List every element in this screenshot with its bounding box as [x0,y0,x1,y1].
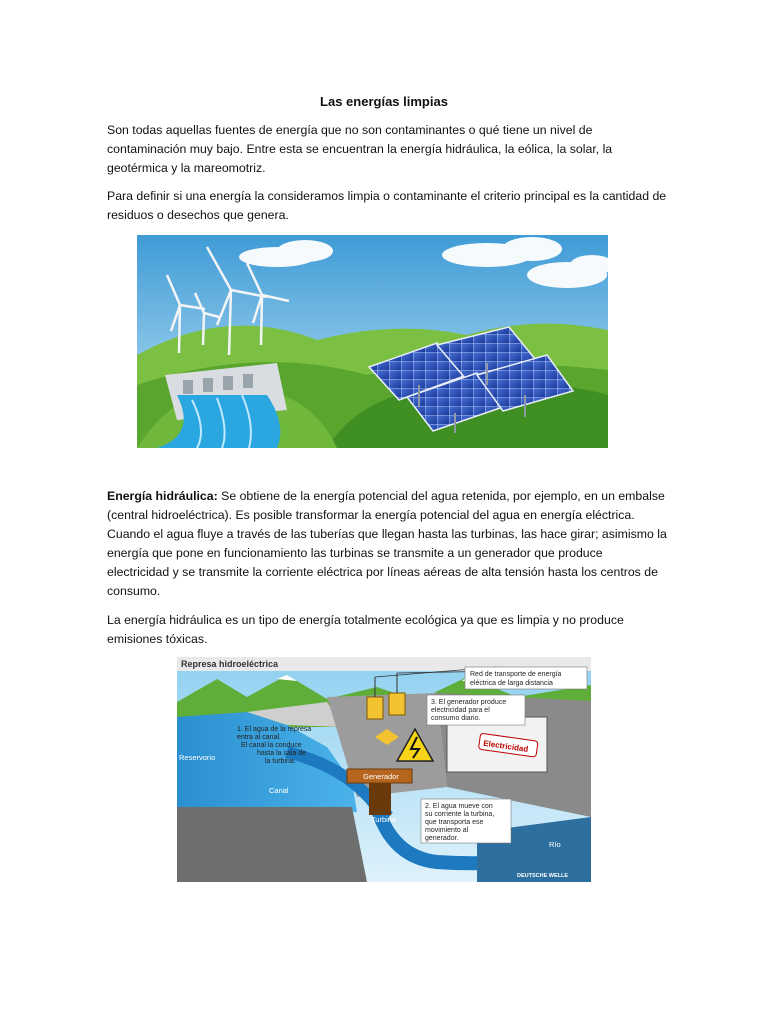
label-network-line1: Red de transporte de energía [470,671,562,678]
label-water-line4: hasta la sala de [257,750,307,757]
hydraulic-label: Energía hidráulica: [107,489,218,503]
label-generator: Generador [363,772,399,781]
paragraph-criterion: Para definir si una energía la consideramos limpia o contaminante el criterio principal es la cantidad de residuos o desechos que genera. [107,189,667,222]
label-water-line3: El canal la conduce [241,742,302,749]
credit-label: DEUTSCHE WELLE [517,873,569,879]
label-generator-line3: consumo diario. [431,715,481,722]
label-water-line1: 1. El agua de la represa [237,726,312,733]
label-water-line2: entra al canal. [237,734,281,741]
label-turbine: Turbina [371,815,397,824]
label-water-line5: la turbina. [265,758,296,765]
paragraph-ecological: La energía hidráulica es un tipo de energía totalmente ecológica ya que es limpia y no produce emisiones tóxicas. [107,613,624,646]
label-moves-line5: generador. [425,835,459,842]
label-canal: Canal [269,786,289,795]
document-title: Las energías limpias [320,94,448,109]
clean-energy-illustration [137,235,608,448]
label-river: Río [549,840,561,849]
electricity-sign: Electricidad [482,738,529,754]
label-moves-line2: su corriente la turbina, [425,811,495,818]
paragraph-intro: Son todas aquellas fuentes de energía que no son contaminantes o qué tiene un nivel de contaminación muy bajo. Entre esta se encuentran la energía hidráulica, la eólica, la solar, la geotérmica y la mareomotriz. [107,123,613,175]
paragraph-hydraulic [107,487,667,601]
label-moves-line4: movimiento al [425,827,469,834]
label-moves-line3: que transporta ese [425,819,484,826]
hydroelectric-dam-diagram [177,657,591,882]
label-generator-line2: electricidad para el [431,707,490,714]
diagram-title: Represa hidroeléctrica [181,659,279,669]
hydraulic-body: Se obtiene de la energía potencial del agua retenida, por ejemplo, en un embalse (central hidroeléctrica). Es posible transformar la energía potencial del agua en energía eléctrica. Cuando el agua fluye a través de las tuberías que llegan hasta las turbinas, las hace girar; asimismo la energía que pone en funcionamiento las turbinas se transmite a un generador que produce electricidad y se transmite la corriente eléctrica por líneas aéreas de alta tensión hasta los centros de consumo. [107,489,667,598]
label-generator-line1: 3. El generador produce [431,699,507,706]
label-network-line2: eléctrica de larga distancia [470,680,553,687]
label-moves-line1: 2. El agua mueve con [425,803,493,810]
label-reservoir: Reservorio [179,753,216,762]
